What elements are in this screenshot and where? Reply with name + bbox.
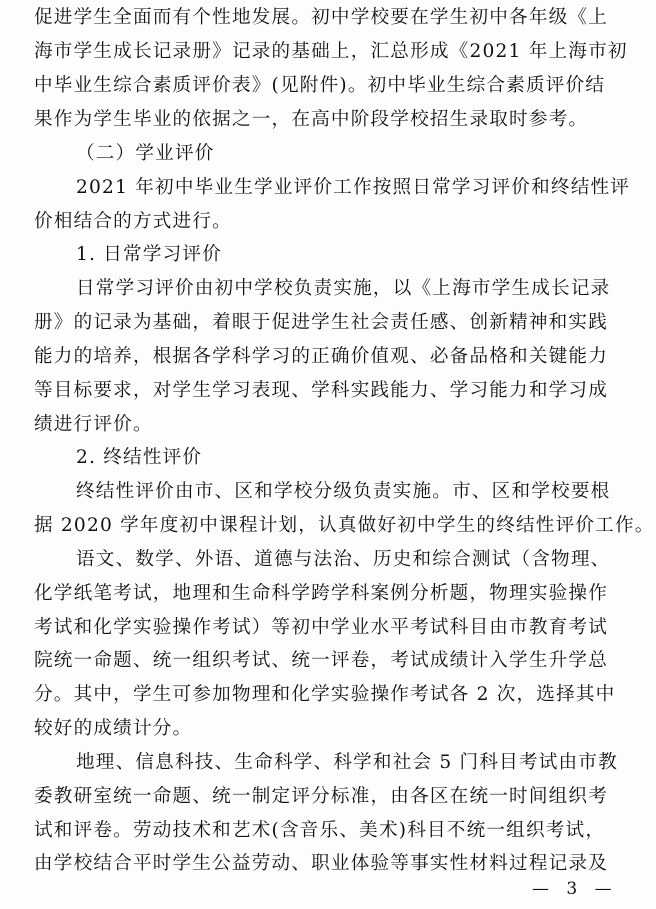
- body-text-line: 果作为学生毕业的依据之一，在高中阶段学校招生录取时参考。: [34, 109, 589, 130]
- body-text-line: 等目标要求，对学生学习表现、学科实践能力、学习能力和学习成: [34, 380, 609, 401]
- page-number: — 3 —: [532, 879, 618, 899]
- body-text-line: 委教研室统一命题、统一制定评分标准，由各区在统一时间组织考: [34, 786, 609, 807]
- body-text-line: 地理、信息科技、生命科学、科学和社会 5 门科目考试由市教: [76, 752, 618, 773]
- body-text-line: 由学校结合平时学生公益劳动、职业体验等事实性材料过程记录及: [34, 853, 609, 874]
- body-text-line: 能力的培养，根据各学科学习的正确价值观、必备品格和关键能力: [34, 346, 609, 367]
- body-text-line: 考试和化学实验操作考试）等初中学业水平考试科目由市教育考试: [34, 617, 609, 638]
- body-text-line: 语文、数学、外语、道德与法治、历史和综合测试（含物理、: [76, 549, 611, 570]
- body-text-line: 终结性评价由市、区和学校分级负责实施。市、区和学校要根: [76, 481, 611, 502]
- body-text-line: 册》的记录为基础，着眼于促进学生社会责任感、创新精神和实践: [34, 312, 609, 333]
- subsection-heading: 1. 日常学习评价: [76, 244, 223, 265]
- section-heading: （二）学业评价: [76, 143, 215, 164]
- body-text-line: 分。其中，学生可参加物理和化学实验操作考试各 2 次，选择其中: [34, 684, 616, 705]
- body-text-line: 化学纸笔考试，地理和生命科学跨学科案例分析题，物理实验操作: [34, 583, 609, 604]
- body-text-line: 海市学生成长记录册》记录的基础上，汇总形成《2021 年上海市初: [34, 41, 628, 62]
- body-text-line: 较好的成绩计分。: [34, 718, 193, 739]
- body-text-line: 试和评卷。劳动技术和艺术(含音乐、美术)科目不统一组织考试，: [34, 820, 606, 841]
- body-text-line: 据 2020 学年度初中课程计划，认真做好初中学生的终结性评价工作。: [34, 515, 655, 536]
- body-text-line: 价相结合的方式进行。: [34, 211, 232, 232]
- body-text-line: 促进学生全面而有个性地发展。初中学校要在学生初中各年级《上: [34, 7, 609, 28]
- body-text-line: 中毕业生综合素质评价表》(见附件)。初中毕业生综合素质评价结: [34, 75, 606, 96]
- body-text-line: 2021 年初中毕业生学业评价工作按照日常学习评价和终结性评: [76, 177, 631, 198]
- body-text-line: 院统一命题、统一组织考试、统一评卷，考试成绩计入学生升学总: [34, 650, 609, 671]
- subsection-heading: 2. 终结性评价: [76, 447, 203, 468]
- body-text-line: 绩进行评价。: [34, 414, 153, 435]
- body-text-line: 日常学习评价由初中学校负责实施，以《上海市学生成长记录: [76, 278, 611, 299]
